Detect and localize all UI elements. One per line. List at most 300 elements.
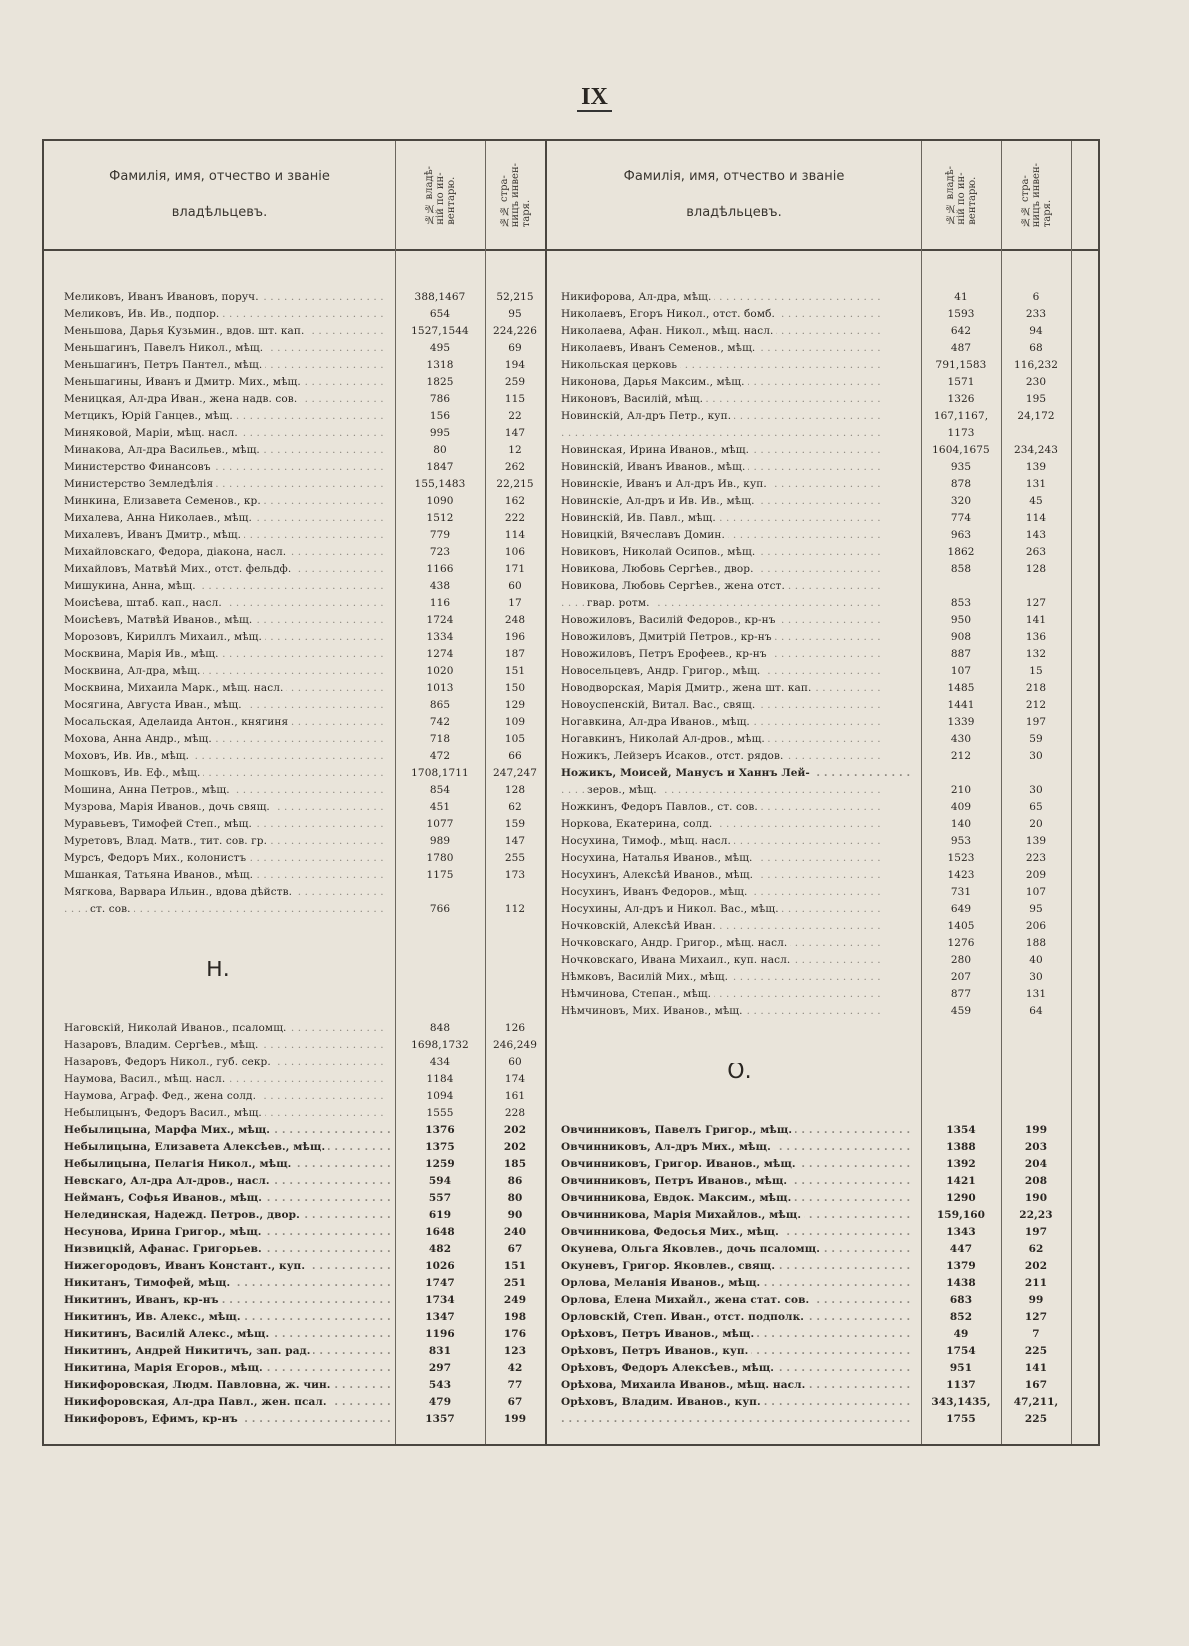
header-rule [44, 249, 1098, 251]
inventory-number: 1137 [946, 1379, 976, 1391]
inventory-page: 65 [1029, 801, 1043, 813]
inventory-number: 447 [949, 1243, 973, 1255]
owner-name: Министерство Финансовъ . . . [44, 459, 395, 476]
inventory-page: 167 [1024, 1379, 1048, 1391]
owner-name: Никитинъ, Ив. Алекс., мѣщ. . . . [44, 1309, 395, 1326]
table-row [44, 1173, 545, 1190]
inventory-page: 262 [504, 461, 526, 473]
table-row [44, 391, 545, 408]
inventory-number: 1755 [946, 1413, 976, 1425]
owner-name: Морозовъ, Кириллъ Михаил., мѣщ. . . . [44, 629, 395, 646]
owner-name: Орловскій, Степ. Иван., отст. подполк. . . . [547, 1309, 921, 1326]
spacer-row [44, 1003, 545, 1020]
owner-name: Новинскій, Ив. Павл., мѣщ. . . . [547, 510, 921, 527]
inventory-number: 1026 [425, 1260, 455, 1272]
inventory-number: 1343 [946, 1226, 976, 1238]
owner-name: Мошковъ, Ив. Еф., мѣщ. . . . [44, 765, 395, 782]
owner-name: Моисѣевъ, Матвѣй Иванов., мѣщ. . . . [44, 612, 395, 629]
owner-name: Орѣховъ, Федоръ Алексѣев., мѣщ. . . . [547, 1360, 921, 1377]
inventory-page: 197 [1025, 716, 1047, 728]
inventory-number: 543 [428, 1379, 452, 1391]
table-row [547, 374, 1071, 391]
table-row [547, 1377, 1071, 1394]
owner-name: Орѣховъ, Петръ Иванов., куп. . . . [547, 1343, 921, 1360]
table-row [44, 510, 545, 527]
table-row [44, 374, 545, 391]
inventory-number: 1862 [947, 546, 975, 558]
table-row [44, 408, 545, 425]
owner-name: Михайловъ, Матвѣй Мих., отст. фельдф. . . . [44, 561, 395, 578]
inventory-number: 409 [950, 801, 972, 813]
owner-name: Носухины, Ал-дръ и Никол. Вас., мѣщ. . . . [547, 901, 921, 918]
table-row [44, 646, 545, 663]
inventory-number: 791,1583 [935, 359, 987, 371]
table-row [547, 1360, 1071, 1377]
inventory-page: 22 [508, 410, 522, 422]
owner-name: Михалева, Анна Николаев., мѣщ. . . . [44, 510, 395, 527]
owner-name: Назаровъ, Федоръ Никол., губ. секр. . . . [44, 1054, 395, 1071]
table-row [547, 969, 1071, 986]
inventory-page: 109 [504, 716, 526, 728]
inventory-page: 233 [1025, 308, 1047, 320]
table-row [547, 884, 1071, 901]
owner-name: Ногавкинъ, Николай Ал-дров., мѣщ. . . . [547, 731, 921, 748]
owner-name: Небылицына, Пелагія Никол., мѣщ. . . . [44, 1156, 395, 1173]
table-row [547, 442, 1071, 459]
inventory-number: 297 [428, 1362, 452, 1374]
owner-name: Носухина, Наталья Иванов., мѣщ. . . . [547, 850, 921, 867]
inventory-page: 263 [1025, 546, 1047, 558]
inventory-page: 136 [1025, 631, 1047, 643]
table-row [44, 782, 545, 799]
inventory-number: 159,160 [936, 1209, 986, 1221]
inventory-page [485, 884, 545, 901]
inventory-number: 1555 [426, 1107, 454, 1119]
table-row [547, 731, 1071, 748]
table-row [547, 1190, 1071, 1207]
inventory-number: 479 [428, 1396, 452, 1408]
inventory-page: 12 [508, 444, 522, 456]
owner-name: Москвина, Михаила Марк., мѣщ. насл. . . . [44, 680, 395, 697]
owner-name: Овчинниковъ, Ал-дръ Мих., мѣщ. . . . [547, 1139, 921, 1156]
table-row [547, 867, 1071, 884]
owner-name: Никифоровъ, Ефимъ, кр-нъ . . . [44, 1411, 395, 1428]
inventory-page: 209 [1025, 869, 1047, 881]
table-row [44, 1343, 545, 1360]
inventory-page: 95 [1029, 903, 1043, 915]
inventory-number: 343,1435, [931, 1396, 991, 1408]
header-owner-no-left: №№ владѣ- ній по ин- вентарю. [423, 165, 457, 225]
inventory-page: 199 [503, 1413, 527, 1425]
owner-name: Меньшова, Дарья Кузьмин., вдов. шт. кап. . . . [44, 323, 395, 340]
inventory-page: 128 [504, 784, 526, 796]
inventory-number: 1698,1732 [411, 1039, 469, 1051]
inventory-number: 1392 [946, 1158, 976, 1170]
inventory-page: 222 [504, 512, 526, 524]
inventory-number: 1405 [947, 920, 975, 932]
inventory-page: 204 [1024, 1158, 1048, 1170]
inventory-number: 1523 [947, 852, 975, 864]
owner-name: Овчинникова, Федосья Мих., мѣщ. . . . [547, 1224, 921, 1241]
table-row [44, 323, 545, 340]
inventory-number: 766 [429, 903, 451, 915]
owner-name: Николаевъ, Иванъ Семенов., мѣщ. . . . [547, 340, 921, 357]
owner-name: Мосальская, Аделаида Антон., княгиня . . . [44, 714, 395, 731]
inventory-page: 60 [508, 580, 522, 592]
table-row [547, 986, 1071, 1003]
owner-name: Никитинъ, Иванъ, кр-нъ . . . [44, 1292, 395, 1309]
spacer-row [547, 1105, 1071, 1122]
inventory-page: 162 [504, 495, 526, 507]
table-row [44, 357, 545, 374]
inventory-number: 1318 [426, 359, 454, 371]
table-row [44, 867, 545, 884]
inventory-page: 206 [1025, 920, 1047, 932]
table-row [547, 646, 1071, 663]
inventory-page: 151 [503, 1260, 527, 1272]
inventory-number: 80 [433, 444, 447, 456]
inventory-page: 52,215 [496, 291, 534, 303]
inventory-number: 1438 [946, 1277, 976, 1289]
inventory-number: 848 [429, 1022, 451, 1034]
inventory-number: 963 [950, 529, 972, 541]
table-row [547, 1207, 1071, 1224]
table-row [44, 1224, 545, 1241]
inventory-number: 853 [950, 597, 972, 609]
inventory-page: 115 [504, 393, 526, 405]
owner-name: Нѣмчиновъ, Мих. Иванов., мѣщ. . . . [547, 1003, 921, 1020]
table-row [44, 544, 545, 561]
owner-name: Носухинъ, Алексѣй Иванов., мѣщ. . . . [547, 867, 921, 884]
table-row [44, 1105, 545, 1122]
owner-name: Никольская церковь . . . [547, 357, 921, 374]
section-letter: Н. [206, 960, 230, 978]
inventory-number: 49 [953, 1328, 969, 1340]
inventory-number: 155,1483 [414, 478, 466, 490]
owner-name: Нижегородовъ, Иванъ Констант., куп. . . . [44, 1258, 395, 1275]
inventory-page: 195 [1025, 393, 1047, 405]
inventory-page: 203 [1024, 1141, 1048, 1153]
table-row [547, 1309, 1071, 1326]
table-row [547, 476, 1071, 493]
table-row [547, 1326, 1071, 1343]
inventory-page: 126 [504, 1022, 526, 1034]
owner-name: Ножикъ, Лейзеръ Исаков., отст. рядов. . . . [547, 748, 921, 765]
owner-name: Окуневъ, Григор. Яковлев., свящ. . . . [547, 1258, 921, 1275]
table-row [44, 680, 545, 697]
inventory-page: 150 [504, 682, 526, 694]
owner-name: Музрова, Марія Иванов., дочь свящ. . . . [44, 799, 395, 816]
inventory-number: 852 [949, 1311, 973, 1323]
owner-name: Мосягина, Августа Иван., мѣщ. . . . [44, 697, 395, 714]
owner-name: Муретовъ, Влад. Матв., тит. сов. гр. . . . [44, 833, 395, 850]
owner-name: зеров., мѣщ. . . . [547, 782, 921, 799]
inventory-number: 280 [950, 954, 972, 966]
owner-name: Николаевъ, Егоръ Никол., отст. бомб. . . . [547, 306, 921, 323]
inventory-page: 187 [504, 648, 526, 660]
owner-name: Ночковскаго, Ивана Михаил., куп. насл. . . . [547, 952, 921, 969]
inventory-number: 953 [950, 835, 972, 847]
table-row [547, 1122, 1071, 1139]
owner-name: Несунова, Ирина Григор., мѣщ. . . . [44, 1224, 395, 1241]
inventory-number [921, 578, 1001, 595]
table-row [44, 595, 545, 612]
page-number: IX [0, 84, 1189, 111]
table-row [547, 799, 1071, 816]
inventory-page: 128 [1025, 563, 1047, 575]
section-letter-heading [547, 1037, 1071, 1105]
table-row [547, 1139, 1071, 1156]
inventory-table [42, 139, 1100, 1446]
inventory-number: 207 [950, 971, 972, 983]
owner-name: Небылицына, Елизавета Алексѣев., мѣщ. . . . [44, 1139, 395, 1156]
table-row [547, 493, 1071, 510]
inventory-page: 202 [503, 1124, 527, 1136]
table-row [44, 612, 545, 629]
inventory-number: 1747 [425, 1277, 455, 1289]
inventory-number: 989 [429, 835, 451, 847]
owner-name: Нѣмчинова, Степан., мѣщ. . . . [547, 986, 921, 1003]
inventory-page: 77 [507, 1379, 523, 1391]
inventory-page: 159 [504, 818, 526, 830]
inventory-page: 47,211, [1013, 1396, 1059, 1408]
inventory-number: 1485 [947, 682, 975, 694]
table-row [547, 1394, 1071, 1411]
table-row [44, 493, 545, 510]
table-row [547, 1343, 1071, 1360]
inventory-number: 1571 [947, 376, 975, 388]
owner-name: Носухина, Тимоф., мѣщ. насл. . . . [547, 833, 921, 850]
owner-name: Назаровъ, Владим. Сергѣев., мѣщ. . . . [44, 1037, 395, 1054]
table-row [44, 1088, 545, 1105]
owner-name: Низвицкій, Афанас. Григорьев. . . . [44, 1241, 395, 1258]
inventory-page: 107 [1025, 886, 1047, 898]
owner-name: Миняковой, Маріи, мѣщ. насл. . . . [44, 425, 395, 442]
spacer-row [547, 1020, 1071, 1037]
inventory-page: 234,243 [1013, 444, 1059, 456]
table-row [44, 306, 545, 323]
section-letter-heading [44, 935, 545, 1003]
table-row [547, 306, 1071, 323]
table-row [547, 1173, 1071, 1190]
inventory-number: 1388 [946, 1141, 976, 1153]
owner-name: Михалевъ, Иванъ Дмитр., мѣщ. . . . [44, 527, 395, 544]
owner-name: Николаева, Афан. Никол., мѣщ. насл. . . . [547, 323, 921, 340]
inventory-number: 1184 [426, 1073, 454, 1085]
inventory-page: 94 [1029, 325, 1043, 337]
table-row [44, 289, 545, 306]
table-row [44, 340, 545, 357]
header-name-left: Фамилія, имя, отчество и званіе владѣльцевъ. [109, 169, 330, 220]
inventory-page: 106 [504, 546, 526, 558]
inventory-page: 131 [1025, 478, 1047, 490]
inventory-page: 246,249 [492, 1039, 538, 1051]
inventory-number: 877 [950, 988, 972, 1000]
inventory-page: 45 [1029, 495, 1043, 507]
table-row [44, 1377, 545, 1394]
inventory-page: 188 [1025, 937, 1047, 949]
inventory-page: 59 [1029, 733, 1043, 745]
table-row [547, 544, 1071, 561]
inventory-number: 557 [428, 1192, 452, 1204]
inventory-page: 196 [504, 631, 526, 643]
table-row [44, 629, 545, 646]
table-row [547, 935, 1071, 952]
inventory-number: 718 [429, 733, 451, 745]
table-row [44, 578, 545, 595]
table-row [547, 1224, 1071, 1241]
inventory-page: 123 [503, 1345, 527, 1357]
table-row [547, 578, 1071, 595]
inventory-number: 472 [429, 750, 451, 762]
owner-name: Ножкинъ, Федоръ Павлов., ст. сов. . . . [547, 799, 921, 816]
table-row [44, 663, 545, 680]
inventory-number: 1354 [946, 1124, 976, 1136]
table-row [547, 918, 1071, 935]
owner-name: Небылицына, Марфа Мих., мѣщ. . . . [44, 1122, 395, 1139]
inventory-number: 1512 [426, 512, 454, 524]
table-row [44, 1207, 545, 1224]
inventory-page: 30 [1029, 971, 1043, 983]
owner-name: Моховъ, Ив. Ив., мѣщ. . . . [44, 748, 395, 765]
table-row [547, 391, 1071, 408]
inventory-page: 62 [1028, 1243, 1044, 1255]
inventory-number: 1020 [426, 665, 454, 677]
table-row [547, 425, 1071, 442]
header-name-right: Фамилія, имя, отчество и званіе владѣльцевъ. [623, 169, 845, 220]
owner-name: Ночковскій, Алексѣй Иван. . . . [547, 918, 921, 935]
inventory-page: 224,226 [492, 325, 538, 337]
inventory-page [1001, 425, 1071, 442]
owner-name: Овчинникова, Марія Михайлов., мѣщ. . . . [547, 1207, 921, 1224]
inventory-page: 7 [1032, 1328, 1040, 1340]
owner-name: Никоновъ, Василій, мѣщ. . . . [547, 391, 921, 408]
inventory-number: 1013 [426, 682, 454, 694]
inventory-page: 225 [1024, 1345, 1048, 1357]
inventory-page: 223 [1025, 852, 1047, 864]
header-page-no-right: №№ стра- ницъ инвен- таря. [1019, 162, 1053, 228]
owner-name: Никитина, Марія Егоров., мѣщ. . . . [44, 1360, 395, 1377]
inventory-number: 1376 [425, 1124, 455, 1136]
inventory-number: 858 [950, 563, 972, 575]
owner-name: Меньшагины, Иванъ и Дмитр. Мих., мѣщ. . . . [44, 374, 395, 391]
inventory-page: 176 [503, 1328, 527, 1340]
table-row [547, 1275, 1071, 1292]
owner-name: Министерство Земледѣлія . . . [44, 476, 395, 493]
inventory-number: 1196 [425, 1328, 455, 1340]
owner-name: Новинская, Ирина Иванов., мѣщ. . . . [547, 442, 921, 459]
owner-name: Нѣмковъ, Василій Мих., мѣщ. . . . [547, 969, 921, 986]
owner-name: Меньшагинъ, Петръ Пантел., мѣщ. . . . [44, 357, 395, 374]
owner-name: Никонова, Дарья Максим., мѣщ. . . . [547, 374, 921, 391]
owner-name: Минкина, Елизавета Семенов., кр. . . . [44, 493, 395, 510]
inventory-number: 41 [954, 291, 968, 303]
table-row [547, 765, 1071, 782]
owner-name: Мшанкая, Татьяна Иванов., мѣщ. . . . [44, 867, 395, 884]
owner-name [547, 425, 921, 442]
inventory-page: 114 [504, 529, 526, 541]
owner-name: Новинскіе, Иванъ и Ал-дръ Ив., куп. . . . [547, 476, 921, 493]
table-row [44, 1360, 545, 1377]
owner-name: Мохова, Анна Андр., мѣщ. . . . [44, 731, 395, 748]
inventory-page: 42 [507, 1362, 523, 1374]
table-row [547, 1241, 1071, 1258]
owner-name: Новоуспенскій, Витал. Вас., свящ. . . . [547, 697, 921, 714]
table-row [547, 816, 1071, 833]
table-row [547, 1292, 1071, 1309]
owner-name: Новинскій, Ал-дръ Петр., куп. . . . [547, 408, 921, 425]
table-row [547, 748, 1071, 765]
inventory-page: 20 [1029, 818, 1043, 830]
inventory-page: 259 [504, 376, 526, 388]
owner-name: Нейманъ, Софья Иванов., мѣщ. . . . [44, 1190, 395, 1207]
inventory-page: 211 [1024, 1277, 1048, 1289]
inventory-number: 619 [428, 1209, 452, 1221]
table-row [44, 1054, 545, 1071]
owner-name: Никифоровская, Людм. Павловна, ж. чин. . . . [44, 1377, 395, 1394]
table-row [44, 425, 545, 442]
inventory-page: 116,232 [1013, 359, 1059, 371]
table-row [44, 833, 545, 850]
inventory-page: 151 [504, 665, 526, 677]
table-row [44, 1156, 545, 1173]
inventory-number: 1173 [947, 427, 975, 439]
inventory-page: 247,247 [492, 767, 538, 779]
inventory-page: 67 [507, 1396, 523, 1408]
inventory-number: 1274 [426, 648, 454, 660]
table-row [44, 765, 545, 782]
table-row [44, 816, 545, 833]
inventory-number: 107 [950, 665, 972, 677]
inventory-page: 131 [1025, 988, 1047, 1000]
inventory-number: 487 [950, 342, 972, 354]
inventory-number [395, 884, 485, 901]
inventory-page: 249 [503, 1294, 527, 1306]
inventory-number: 854 [429, 784, 451, 796]
left-column [44, 289, 545, 1428]
table-row [44, 850, 545, 867]
table-row [44, 1071, 545, 1088]
right-column [547, 289, 1071, 1428]
inventory-number: 995 [429, 427, 451, 439]
inventory-page: 240 [503, 1226, 527, 1238]
inventory-page: 30 [1029, 750, 1043, 762]
owner-name: Метцикъ, Юрій Ганцев., мѣщ. . . . [44, 408, 395, 425]
inventory-page: 194 [504, 359, 526, 371]
inventory-page: 99 [1028, 1294, 1044, 1306]
table-row [547, 289, 1071, 306]
inventory-number: 683 [949, 1294, 973, 1306]
inventory-page: 202 [503, 1141, 527, 1153]
inventory-number: 1339 [947, 716, 975, 728]
table-row [547, 1411, 1071, 1428]
table-row [44, 731, 545, 748]
owner-name: Ночковскаго, Андр. Григор., мѣщ. насл. . . . [547, 935, 921, 952]
owner-name: Моисѣева, штаб. кап., насл. . . . [44, 595, 395, 612]
inventory-page: 132 [1025, 648, 1047, 660]
inventory-number: 1423 [947, 869, 975, 881]
inventory-page: 161 [504, 1090, 526, 1102]
inventory-number: 1077 [426, 818, 454, 830]
inventory-number: 451 [429, 801, 451, 813]
inventory-number: 116 [429, 597, 451, 609]
inventory-page: 139 [1025, 835, 1047, 847]
inventory-number: 1094 [426, 1090, 454, 1102]
table-row [44, 1326, 545, 1343]
header-page-no-left: №№ стра- ницъ инвен- таря. [498, 162, 532, 228]
inventory-number: 935 [950, 461, 972, 473]
table-row [547, 901, 1071, 918]
